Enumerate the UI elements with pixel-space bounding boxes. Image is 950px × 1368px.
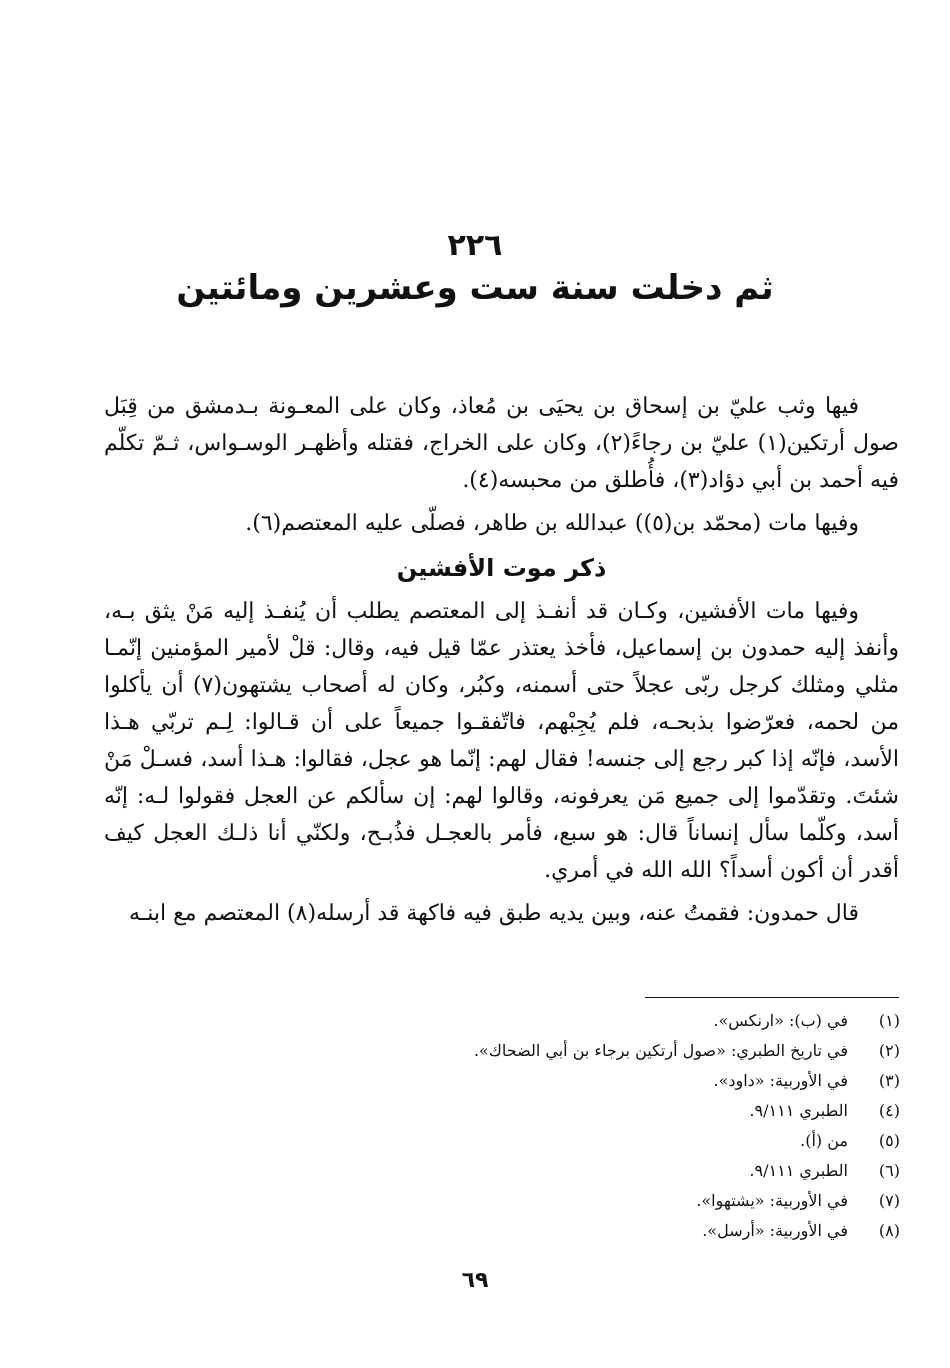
text-line: إنّه أسد، وكلّما سأل إنساناً قال: هو سبع، فأمر بالعجـل فذُبـح، ولكنّي أنا ذلـك العجل bbox=[104, 784, 899, 846]
paragraph-4: قال حمدون: فقمتُ عنه، وبين يديه طبق فيه فاكهة قد أرسله(٨) المعتصم مع ابنـه bbox=[128, 901, 859, 926]
footnote-number: (٤) bbox=[878, 1101, 900, 1120]
footnote-separator bbox=[645, 997, 899, 998]
main-text bbox=[104, 388, 899, 932]
footnote-text: في (ب): «ارنكس». bbox=[713, 1011, 848, 1030]
text-line: الأسد، فإنّه إذا كبر رجع إلى جنسه! فقال لهم: إنّما هو عجل، فقالوا: هـذا أسد، فسـلْ bbox=[139, 747, 899, 772]
footnote bbox=[200, 1186, 900, 1216]
footnote-text: في الأوربية: «أرسل». bbox=[702, 1221, 848, 1240]
section-subheading: ذكر موت الأفشين bbox=[396, 554, 607, 582]
text-line: وأنفذ إليه حمدون بن إسماعيل، فأخذ يعتذر عمّا قيل فيه، وقال: قلْ لأمير المؤمنين إنّمـا bbox=[104, 636, 899, 661]
paragraph-2: وفيها مات (محمّد بن(٥)) عبدالله بن طاهر، فصلّى عليه المعتصم(٦). bbox=[245, 511, 859, 536]
footnote-number: (٣) bbox=[878, 1071, 900, 1090]
text-line: صول أرتكين(١) عليّ بن رجاءً(٢)، وكان على الخراج، فقتله وأظهـر الوسـواس، ثـمّ تكلّم bbox=[104, 431, 899, 456]
footnote bbox=[200, 1036, 900, 1066]
footnote-text: من (أ). bbox=[800, 1131, 848, 1150]
text-line: فيه أحمد بن أبي دؤاد(٣)، فأُطلق من محبسه(٤). bbox=[462, 468, 899, 493]
footnote-text: في تاريخ الطبري: «صول أرتكين برجاء بن أبي الضحاك». bbox=[473, 1041, 848, 1060]
footnotes bbox=[200, 1006, 900, 1246]
footnote-number: (٧) bbox=[878, 1191, 900, 1210]
footnote-number: (٢) bbox=[878, 1041, 900, 1060]
text-line: فيها وثب عليّ بن إسحاق بن يحيَى بن مُعاذ، وكان على المعـونة بـدمشق من قِبَل bbox=[104, 394, 859, 419]
text-line: كيف أقدر أن أكون أسداً؟ الله الله في أمري. bbox=[104, 821, 899, 883]
footnote-number: (٨) bbox=[878, 1221, 900, 1240]
footnote bbox=[200, 1156, 900, 1186]
footnote-text: في الأوربية: «داود». bbox=[713, 1071, 848, 1090]
paragraph-3 bbox=[104, 593, 899, 889]
footnote-text: الطبري ٩/١١١. bbox=[749, 1161, 848, 1180]
footnote bbox=[200, 1066, 900, 1096]
text-line: وفيها مات الأفشين، وكـان قد أنفـذ إلى المعتصم يطلب أن يُنفـذ إليه مَنْ يثق بـه، bbox=[104, 599, 859, 624]
page-number: ٦٩ bbox=[461, 1268, 489, 1293]
footnote-text: في الأوربية: «يشتهوا». bbox=[696, 1191, 848, 1210]
text-line: من لحمه، فعرّضوا بذبحـه، فلم يُجِبْهم، فاتّفقـوا جميعاً على أن قـالوا: لِـم تربّي هـذا bbox=[104, 710, 899, 735]
footnote bbox=[200, 1006, 900, 1036]
footnote bbox=[200, 1096, 900, 1126]
footnote-text: الطبري ٩/١١١. bbox=[749, 1101, 848, 1120]
text-line: مَنْ شئتَ. وتقدّموا إلى جميع مَن يعرفونه، وقالوا لهم: إن سألكم عن العجل فقولوا لـه: bbox=[104, 747, 899, 809]
paragraph-1 bbox=[104, 388, 899, 499]
year-heading: ٢٢٦ bbox=[447, 228, 503, 263]
text-line: مثلي ومثلك كرجل ربّى عجلاً حتى أسمنه، وكبُر، وكان له أصحاب يشتهون(٧) أن يأكلوا bbox=[104, 673, 899, 698]
chapter-title: ثم دخلت سنة ست وعشرين ومائتين bbox=[176, 268, 774, 308]
footnote bbox=[200, 1126, 900, 1156]
footnote-number: (٥) bbox=[878, 1131, 900, 1150]
footnote-number: (١) bbox=[878, 1011, 900, 1030]
footnote-number: (٦) bbox=[878, 1161, 900, 1180]
footnote bbox=[200, 1216, 900, 1246]
